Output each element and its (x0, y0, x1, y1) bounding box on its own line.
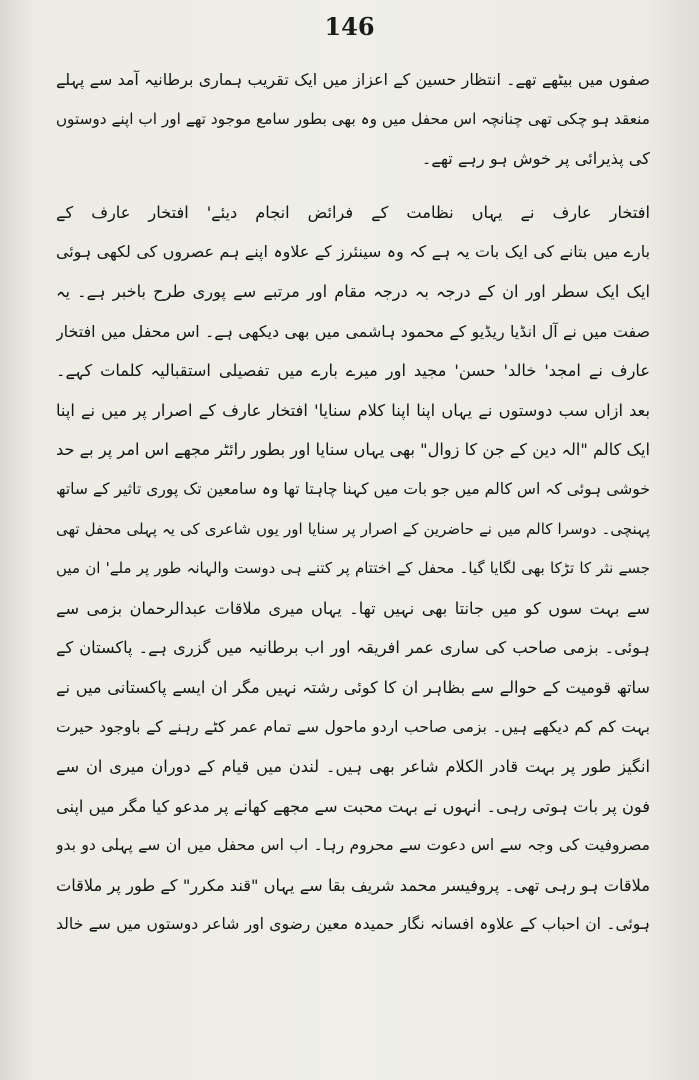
text-line: پہنچی۔ دوسرا کالم میں نے حاضرین کے اصرار پر سنایا اور یوں شاعری کی یہ پہلی محفل تھی (56, 519, 650, 538)
text-line: انگیز طور پر بہت قادر الکلام شاعر بھی ہیں۔ لندن میں قیام کے دوران میری ان سے (56, 757, 650, 777)
text-line: ہوئی۔ بزمی صاحب کی ساری عمر افریقہ اور اب برطانیہ میں گزری ہے۔ پاکستان کے (56, 638, 650, 658)
text-line: منعقد ہو چکی تھی چنانچہ اس محفل میں وہ بھی بطور سامع موجود تھے اور اب اپنے دوستوں (56, 109, 650, 128)
text-line: فون پر بات ہوتی رہی۔ انہوں نے بہت محبت سے مجھے کھانے پر مدعو کیا مگر میں اپنی (56, 796, 650, 816)
text-line: بہت کم کم دیکھے ہیں۔ بزمی صاحب اردو ماحول سے تمام عمر کٹے رہنے کے باوجود حیرت (56, 717, 650, 736)
text-line: کی پذیرائی پر خوش ہو رہے تھے۔ (421, 149, 650, 169)
paragraph-gap (56, 179, 650, 193)
text-line: جسے نثر کا تڑکا بھی لگایا گیا۔ محفل کے اختتام پر کتنے ہی دوست والہانہ طور پر ملے' ان میں (56, 559, 650, 578)
text-line: سے بہت سوں کو میں جانتا بھی نہیں تھا۔ یہاں میری ملاقات عبدالرحمان بزمی سے (56, 598, 650, 618)
text-line: صفت میں نے آل انڈیا ریڈیو کے محمود ہاشمی میں بھی دیکھی ہے۔ اس محفل میں افتخار (56, 321, 650, 341)
text-line: بعد ازاں سب دوستوں نے یہاں اپنا اپنا کلام سنایا' افتخار عارف کے اصرار پر میں نے اپنا (56, 400, 650, 420)
text-line: مصروفیت کی وجہ سے اس دعوت سے محروم رہا۔ اب اس محفل میں ان سے پہلی دو بدو (56, 836, 650, 855)
body-text (56, 60, 650, 945)
text-line: ہوئی۔ ان احباب کے علاوہ افسانہ نگار حمیدہ معین رضوی اور شاعر دوستوں میں سے خالد (56, 915, 650, 934)
text-line: ملاقات ہو رہی تھی۔ پروفیسر محمد شریف بقا سے یہاں "قند مکرر" کے طور پر ملاقات (56, 875, 650, 895)
text-line: عارف نے امجد' خالد' حسن' مجید اور میرے بارے میں تفصیلی استقبالیہ کلمات کہے۔ (56, 361, 650, 381)
paragraph (56, 60, 650, 179)
page-number: 146 (324, 12, 375, 41)
text-line: ایک ایک سطر اور ان کے درجہ بہ درجہ مقام اور مرتبے سے پوری طرح باخبر ہے۔ یہ (56, 281, 650, 301)
text-line: خوشی ہوئی کہ اس کالم میں جو بات میں کہنا چاہتا تھا وہ سامعین تک پوری تاثیر کے ساتھ (56, 479, 650, 498)
text-line: افتخار عارف نے یہاں نظامت کے فرائض انجام دیئے' افتخار عارف کے (56, 202, 650, 222)
paragraph (56, 193, 650, 945)
text-line: ایک کالم "الہ دین کے جن کا زوال" بھی یہاں سنایا اور بطور رائٹر مجھے اس امر پر بے حد (56, 440, 650, 460)
text-line: بارے میں بتانے کی ایک بات یہ ہے کہ وہ سینئرز کے علاوہ اپنے ہم عصروں کی لکھی ہوئی (56, 242, 650, 262)
text-line: صفوں میں بیٹھے تھے۔ انتظار حسین کے اعزاز میں ایک تقریب ہماری برطانیہ آمد سے پہلے (56, 70, 650, 89)
text-line: ساتھ قومیت کے حوالے سے بظاہر ان کا کوئی رشتہ نہیں مگر ان ایسے پاکستانی میں نے (56, 677, 650, 697)
